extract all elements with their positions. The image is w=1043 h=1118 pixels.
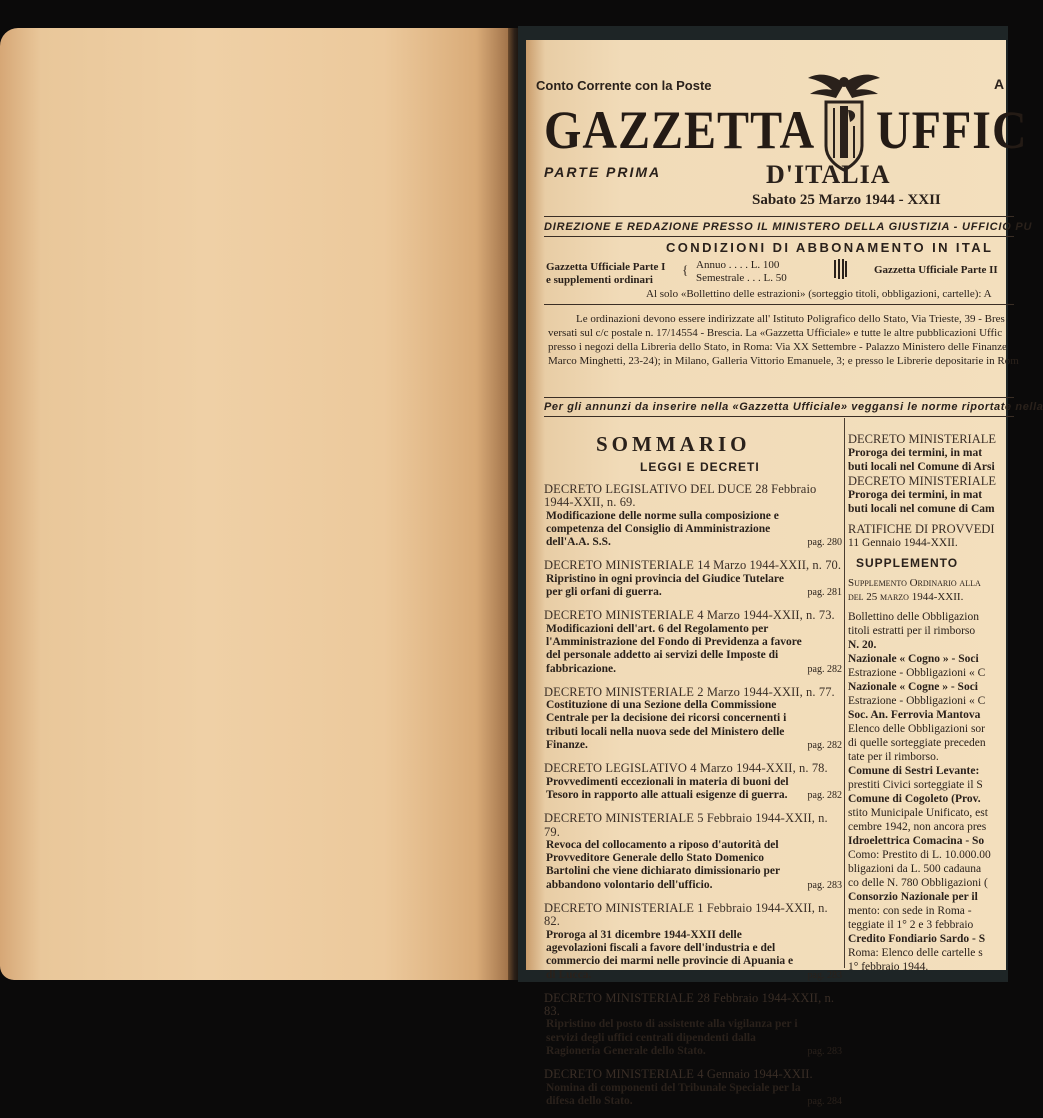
right-column-line: Proroga dei termini, in mat (848, 447, 983, 459)
conto-corrente-label: Conto Corrente con la Poste (536, 78, 712, 93)
right-column-line: 11 Gennaio 1944-XXII. (848, 537, 958, 549)
abbonamento-semestrale: Semestrale . . . L. 50 (696, 272, 787, 284)
edge-letter: A (994, 76, 1005, 92)
right-column-line: Proroga dei termini, in mat (848, 489, 983, 501)
right-column-line: N. 20. (848, 639, 877, 651)
direzione-line: DIREZIONE E REDAZIONE PRESSO IL MINISTERO DELLA GIUSTIZIA - UFFICIO PU (544, 221, 1033, 233)
right-column-line: SUPPLEMENTO (856, 556, 959, 570)
right-column-line: tate per il rimborso. (848, 751, 939, 763)
annunzi-line: Per gli annunzi da inserire nella «Gazzetta Ufficiale» veggansi le norme riportate nella (544, 401, 1043, 413)
abbonamento-title: CONDIZIONI DI ABBONAMENTO IN ITAL (666, 240, 994, 255)
right-column-line: Soc. An. Ferrovia Mantova (848, 709, 981, 721)
right-column-line: 1° febbraio 1944. (848, 961, 929, 973)
fasces-icon (832, 258, 848, 280)
right-column-line: stito Municipale Unificato, est (848, 807, 988, 819)
sommario-entry: DECRETO LEGISLATIVO DEL DUCE 28 Febbraio 1944-XXII, n. 69. Modificazione delle norme sulla composizione e competenza del Consiglio di Amministrazione dell'A.A. S.S. pag. 280 (544, 482, 842, 549)
sommario-entry: DECRETO MINISTERIALE 5 Febbraio 1944-XXII, n. 79. Revoca del collocamento a riposo d'autorità del Provveditore Generale dello Stato Domenico Bartolini che viene dichiarato dimissionario per abbandono volontario dell'ufficio. pag. 283 (544, 811, 842, 891)
divider (544, 236, 1014, 237)
blank-left-page (0, 28, 512, 980)
sommario-entry: DECRETO MINISTERIALE 14 Marzo 1944-XXII, n. 70. Ripristino in ogni provincia del Giudice Tutelare per gli orfani di guerra. pag. 281 (544, 558, 842, 599)
right-column-line: DECRETO MINISTERIALE (848, 474, 997, 488)
right-column-line: Nazionale « Cogno » - Soci (848, 653, 979, 665)
divider (544, 416, 1014, 417)
gazette-page (526, 40, 1043, 1107)
divider (544, 397, 1014, 398)
abbonamento-label-2: e supplementi ordinari (546, 274, 653, 286)
column-divider (844, 418, 845, 968)
masthead-subtitle: D'ITALIA (766, 160, 891, 189)
right-column-line: Credito Fondiario Sardo - S (848, 933, 986, 945)
right-column-line: DECRETO MINISTERIALE (848, 432, 997, 446)
section-heading: LEGGI E DECRETI (640, 460, 760, 474)
sommario-entry: DECRETO MINISTERIALE 2 Marzo 1944-XXII, n. 77. Costituzione di una Sezione della Commissione Centrale per la decisione dei ricorsi concernenti i tributi locali nella nuova sede del Ministero delle Finanze. pag. 282 (544, 684, 842, 752)
right-column-line: mento: con sede in Roma - (848, 905, 972, 917)
abbonamento-parte-ii: Gazzetta Ufficiale Parte II (874, 264, 998, 276)
right-column-line: Comune di Sestri Levante: (848, 765, 980, 777)
brace-icon: { (682, 262, 689, 277)
right-column-line: Idroelettrica Comacina - So (848, 835, 985, 847)
masthead-title-left: GAZZETTA (544, 101, 816, 161)
right-column-line: Elenco delle Obbligazioni sor (848, 723, 986, 735)
sommario-entry: DECRETO MINISTERIALE 28 Febbraio 1944-XXII, n. 83. Ripristino del posto di assistente alla vigilanza per i servizi degli uffici centrali dipendenti dalla Ragioneria Generale dello Stato. pag. 283 (544, 990, 842, 1057)
right-column-line: Nazionale « Cogne » - Soci (848, 681, 979, 693)
right-column-line: Comune di Cogoleto (Prov. (848, 793, 981, 805)
right-column-line: buti locali nel comune di Cam (848, 503, 995, 515)
sommario-title: SOMMARIO (596, 432, 751, 456)
right-column-line: titoli estratti per il rimborso (848, 625, 976, 637)
right-column (848, 432, 1018, 974)
bollettino-estrazioni: Al solo «Bollettino delle estrazioni» (sorteggio titoli, obbligazioni, cartelle): A (646, 288, 992, 300)
right-column-line: prestiti Civici sorteggiate il S (848, 779, 983, 791)
ordinazioni-notice: Le ordinazioni devono essere indirizzate all' Istituto Poligrafico dello Stato, Via Trieste, 39 - Bres versati sul c/c postale n. 17/14554 - Brescia. La «Gazzetta Ufficiale» e tutte le altre pubblicazioni Uffic presso i negozi della Libreria dello Stato, in Roma: Via XX Settembre - Palazzo Ministero delle Finanze Marco Minghetti, 23-24); in Milano, Galleria Vittorio Emanuele, 3; e presso le Librerie depositarie in Rom (548, 313, 1019, 367)
right-column-line: Supplemento Ordinario alla (848, 577, 981, 589)
right-column-line: del 25 marzo 1944-XXII. (848, 591, 964, 603)
divider (544, 304, 1014, 305)
right-column-line: teggiate il 1° 2 e 3 febbraio (848, 919, 974, 931)
right-column-line: co delle N. 780 Obbligazioni ( (848, 877, 988, 889)
sommario-entry: DECRETO MINISTERIALE 1 Febbraio 1944-XXII, n. 82. Proroga al 31 dicembre 1944-XXII delle agevolazioni fiscali a favore dell'industria e del commercio dei marmi nelle provincie di Apuania e di Lucca. pag. 283 (544, 901, 842, 981)
divider (544, 216, 1014, 217)
right-column-line: Estrazione - Obbligazioni « C (848, 695, 986, 707)
right-column-line: RATIFICHE DI PROVVEDI (848, 522, 995, 536)
sommario-entries (544, 483, 842, 1118)
masthead-title-right: UFFIC (876, 101, 1028, 161)
right-column-line: buti locali nel Comune di Arsi (848, 461, 995, 473)
right-column-line: bligazioni da L. 500 cadauna (848, 863, 982, 875)
right-column-line: Estrazione - Obbligazioni « C (848, 667, 986, 679)
abbonamento-label-1: Gazzetta Ufficiale Parte I (546, 261, 666, 273)
right-column-line: Bollettino delle Obbligazion (848, 611, 979, 623)
right-column-line: di quelle sorteggiate preceden (848, 737, 986, 749)
issue-date: Sabato 25 Marzo 1944 - XXII (752, 192, 941, 208)
right-column-line: Consorzio Nazionale per il (848, 891, 978, 903)
right-column-line: Roma: Elenco delle cartelle s (848, 947, 983, 959)
abbonamento-annuo: Annuo . . . . L. 100 (696, 259, 780, 271)
sommario-entry: DECRETO MINISTERIALE 4 Gennaio 1944-XXII. Nomina di componenti del Tribunale Speciale per la difesa dello Stato. pag. 284 (544, 1067, 842, 1107)
sommario-entry: DECRETO LEGISLATIVO 4 Marzo 1944-XXII, n. 78. Provvedimenti eccezionali in materia di buoni del Tesoro in rapporto alle attuali esigenze di guerra. pag. 282 (544, 761, 842, 801)
right-column-line: Como: Prestito di L. 10.000.00 (848, 849, 991, 861)
parte-prima-label: PARTE PRIMA (544, 164, 662, 180)
sommario-entry: DECRETO MINISTERIALE 4 Marzo 1944-XXII, n. 73. Modificazioni dell'art. 6 del Regolamento per l'Amministrazione del Fondo di Previdenza a favore del personale addetto ai servizi delle Imposte di fabbricazione. pag. 282 (544, 608, 842, 675)
right-column-line: cembre 1942, non ancora pres (848, 821, 987, 833)
